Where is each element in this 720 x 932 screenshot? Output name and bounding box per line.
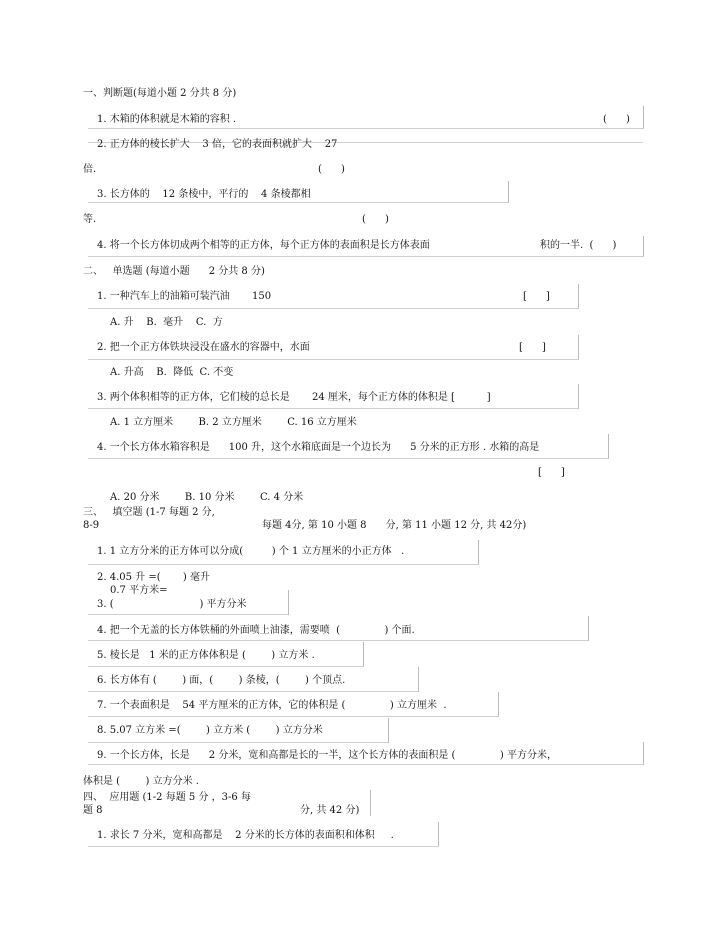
fill-question-7: 7. 一个表面积是 54 平方厘米的正方体，它的体积是 ( ) 立方厘米 . — [97, 700, 447, 711]
section-1-heading: 一、判断题(每道小题 2 分共 8 分) — [83, 88, 237, 99]
section-3-heading-cont: 每题 4分, 第 10 小题 8 分, 第 11 小题 12 分, 共 42分) — [262, 520, 527, 531]
answer-paren: ( ) — [318, 164, 345, 175]
section-3-heading: 三、 填空题 (1-7 每题 2 分, — [83, 507, 215, 518]
section-4-heading-cont: 题 8 — [83, 805, 103, 816]
choice-question-4: 4. 一个长方体水箱容积是 100 升，这个水箱底面是一个边长为 5 分米的正方形 . 水箱的高是 — [97, 442, 540, 453]
choice-options-3: A. 1 立方厘米 B. 2 立方厘米 C. 16 立方厘米 — [110, 417, 357, 428]
fill-question-1: 1. 1 立方分米的正方体可以分成( ) 个 1 立方厘米的小正方体 . — [97, 546, 405, 557]
answer-paren: ( ) — [362, 214, 389, 225]
choice-question-2: 2. 把一个正方体铁块浸没在盛水的容器中，水面 — [97, 342, 310, 353]
fill-question-8: 8. 5.07 立方米 =( ) 立方米 ( ) 立方分米 — [97, 725, 323, 736]
judge-question-2: 2. 正方体的棱长扩大 3 倍，它的表面积就扩大 27 — [97, 139, 338, 150]
judge-question-1: 1. 木箱的体积就是木箱的容积 . — [97, 114, 237, 125]
answer-paren: ( ) — [603, 114, 630, 125]
choice-question-1: 1. 一种汽车上的油箱可装汽油 150 — [97, 291, 272, 302]
section-2-heading: 二、 单选题 (每道小题 2 分共 8 分) — [83, 266, 265, 277]
answer-bracket: [ ] — [538, 467, 565, 478]
fill-question-3-cont: 3. ( ) 平方分米 — [97, 599, 247, 610]
fill-question-9-cont: 体积是 ( ) 立方分米 . — [83, 776, 199, 787]
choice-question-3: 3. 两个体积相等的正方体，它们棱的总长是 24 厘米，每个正方体的体积是 [ ] — [97, 392, 491, 403]
choice-options-2: A. 升高 B. 降低 C. 不变 — [110, 367, 234, 378]
fill-question-3: 0.7 平方米= — [110, 585, 168, 596]
judge-question-4-cont: 积的一半. ( ) — [540, 240, 617, 251]
choice-options-1: A. 升 B. 毫升 C. 方 — [110, 317, 223, 328]
judge-question-2-cont: 倍. — [83, 164, 97, 175]
section-4-heading: 四、 应用题 (1-2 每题 5 分 ，3-6 每 — [83, 792, 251, 803]
judge-question-3: 3. 长方体的 12 条棱中，平行的 4 条棱都相 — [97, 189, 311, 200]
application-question-1: 1. 求长 7 分米，宽和高都是 2 分米的长方体的表面积和体积 . — [97, 830, 394, 841]
judge-question-4: 4. 将一个长方体切成两个相等的正方体，每个正方体的表面积是长方体表面 — [97, 240, 430, 251]
section-4-heading-cont: 分, 共 42 分) — [300, 805, 360, 816]
judge-question-3-cont: 等. — [83, 214, 97, 225]
fill-question-9: 9. 一个长方体，长是 2 分米，宽和高都是长的一半，这个长方体的表面积是 ( ) 平方分米， — [97, 750, 557, 761]
section-3-heading-cont: 8-9 — [83, 520, 100, 531]
choice-options-4: A. 20 分米 B. 10 分米 C. 4 分米 — [110, 492, 304, 503]
fill-question-6: 6. 长方体有 ( ) 面，( ) 条棱，( ) 个顶点. — [97, 675, 346, 686]
fill-question-2: 2. 4.05 升 =( ) 毫升 — [97, 572, 210, 583]
answer-bracket: [ ] — [519, 342, 546, 353]
answer-bracket: [ ] — [523, 291, 550, 302]
fill-question-5: 5. 棱长是 1 米的正方体体积是 ( ) 立方米 . — [97, 650, 315, 661]
fill-question-4: 4. 把一个无盖的长方体铁桶的外面喷上油漆，需要喷 ( ) 个面. — [97, 625, 415, 636]
